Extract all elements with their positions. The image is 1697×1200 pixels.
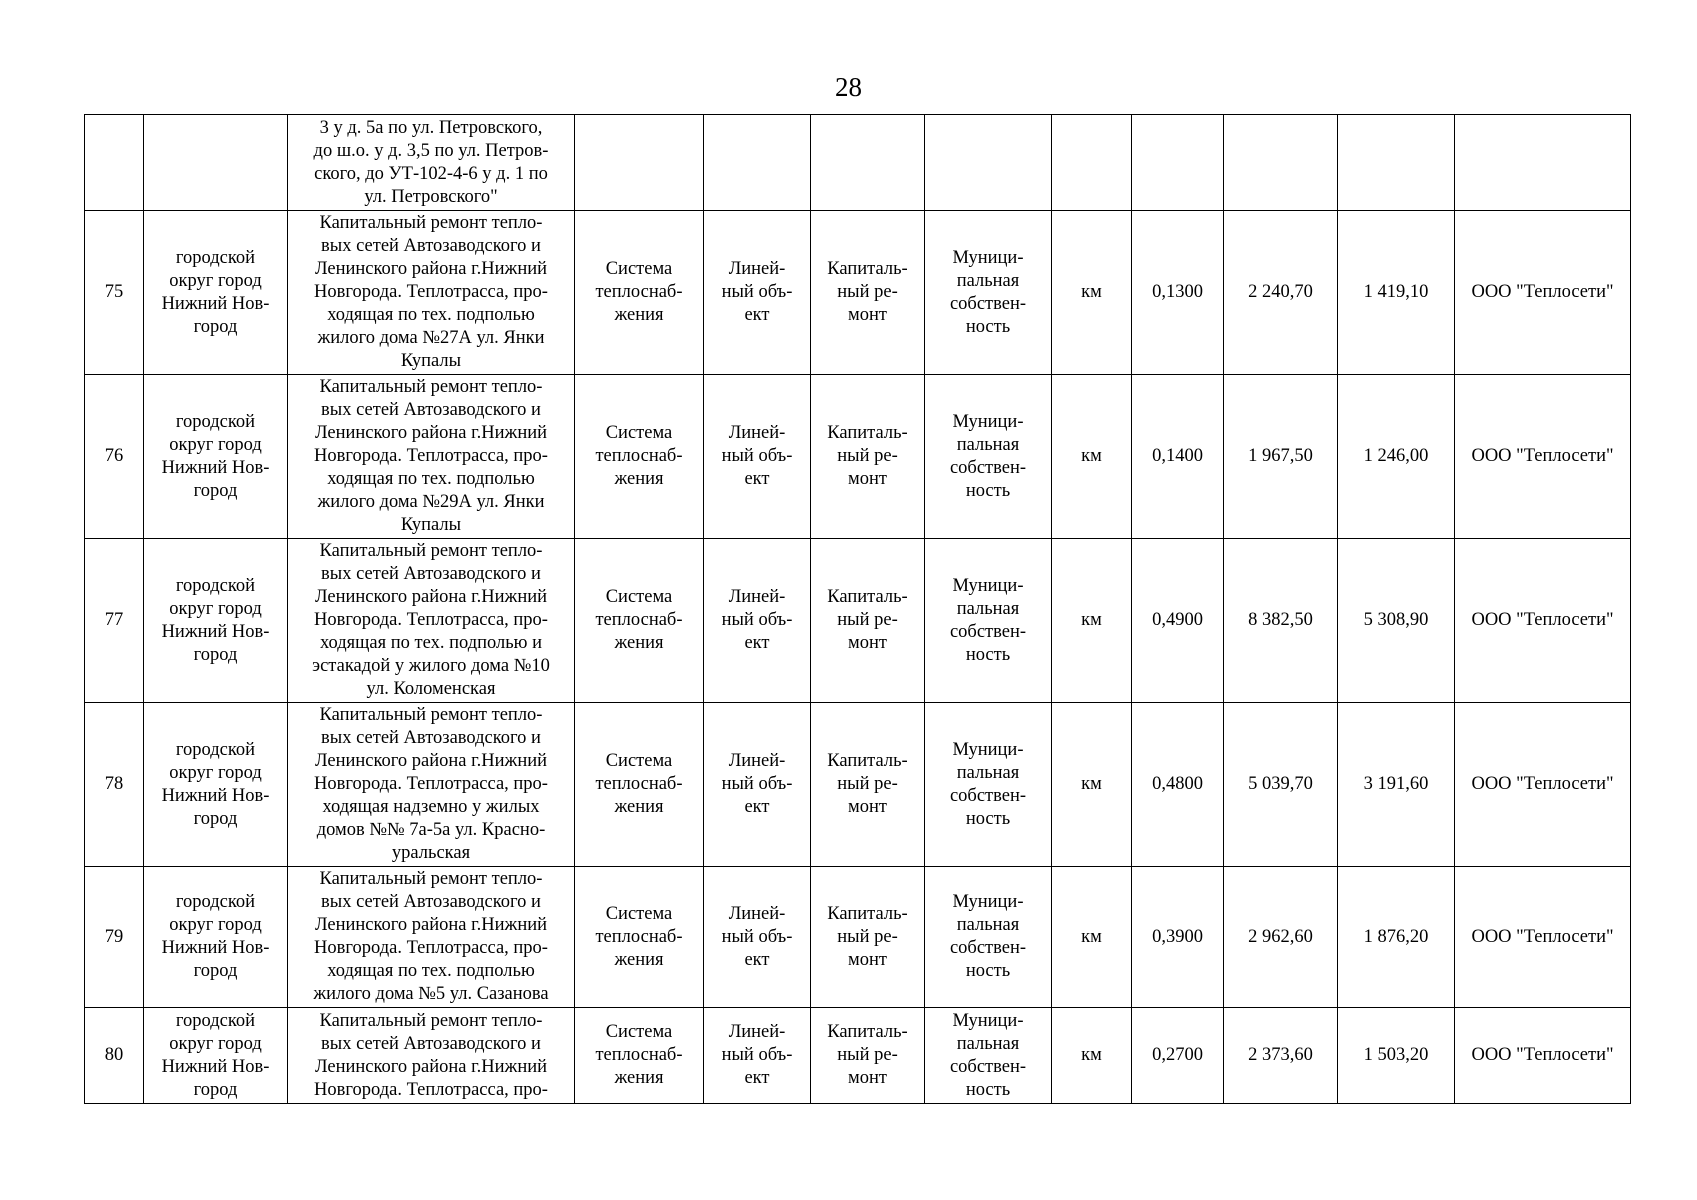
cell-num bbox=[85, 115, 144, 211]
cell-description bbox=[288, 703, 575, 867]
cell-num: 78 bbox=[85, 703, 144, 867]
system-text: Система теплоснаб- жения bbox=[595, 1022, 683, 1088]
cell-description bbox=[288, 867, 575, 1008]
municipality-text: городской округ город Нижний Нов- город bbox=[161, 1010, 270, 1100]
cell-system bbox=[575, 211, 704, 375]
work-type-text: Капиталь- ный ре- монт bbox=[827, 903, 908, 970]
cell-unit bbox=[1052, 115, 1132, 211]
cell-num: 80 bbox=[85, 1008, 144, 1104]
cell-value-total: 2 240,70 bbox=[1224, 211, 1338, 375]
municipality-text: городской округ город Нижний Нов- город bbox=[161, 411, 270, 501]
cell-municipality bbox=[144, 539, 288, 703]
description-text: Капитальный ремонт тепло- вых сетей Автозаводского и Ленинского района г.Нижний Новгорода. Теплотрасса, про- ходящая по тех. подполью и эстакадой у жилого дома №10 ул. Коломенская bbox=[312, 541, 550, 699]
cell-organization bbox=[1455, 115, 1631, 211]
ownership-text: Муници- пальная собствен- ность bbox=[949, 575, 1027, 665]
table-row bbox=[85, 703, 1631, 867]
cell-ownership bbox=[925, 211, 1052, 375]
cell-value-part: 1 246,00 bbox=[1338, 375, 1455, 539]
object-type-text: Линей- ный объ- ект bbox=[721, 587, 793, 653]
cell-system bbox=[575, 1008, 704, 1104]
object-type-text: Линей- ный объ- ект bbox=[721, 1022, 793, 1088]
cell-description bbox=[288, 375, 575, 539]
description-text: Капитальный ремонт тепло- вых сетей Автозаводского и Ленинского района г.Нижний Новгорода. Теплотрасса, про- ходящая по тех. подполью жилого дома №29А ул. Янки Купалы bbox=[314, 377, 548, 535]
cell-municipality bbox=[144, 703, 288, 867]
cell-organization: ООО "Теплосети" bbox=[1455, 867, 1631, 1008]
cell-value-total: 5 039,70 bbox=[1224, 703, 1338, 867]
cell-object-type bbox=[704, 539, 811, 703]
cell-organization: ООО "Теплосети" bbox=[1455, 539, 1631, 703]
cell-ownership bbox=[925, 539, 1052, 703]
cell-value-total bbox=[1224, 115, 1338, 211]
cell-description bbox=[288, 115, 575, 211]
system-text: Система теплоснаб- жения bbox=[595, 423, 683, 489]
cell-value-total: 8 382,50 bbox=[1224, 539, 1338, 703]
cell-value-total: 1 967,50 bbox=[1224, 375, 1338, 539]
cell-ownership bbox=[925, 867, 1052, 1008]
description-text: 3 у д. 5а по ул. Петровского, до ш.о. у д. 3,5 по ул. Петров- ского, до УТ-102-4-6 у д. 1 по ул. Петровского" bbox=[313, 117, 549, 207]
cell-work-type bbox=[811, 375, 925, 539]
table-row bbox=[85, 1008, 1631, 1104]
cell-quantity: 0,1400 bbox=[1132, 375, 1224, 539]
cell-ownership bbox=[925, 115, 1052, 211]
cell-object-type bbox=[704, 867, 811, 1008]
municipality-text: городской округ город Нижний Нов- город bbox=[161, 247, 270, 337]
cell-organization: ООО "Теплосети" bbox=[1455, 703, 1631, 867]
table-row bbox=[85, 867, 1631, 1008]
cell-value-part: 5 308,90 bbox=[1338, 539, 1455, 703]
cell-object-type bbox=[704, 1008, 811, 1104]
cell-system bbox=[575, 539, 704, 703]
cell-value-part: 3 191,60 bbox=[1338, 703, 1455, 867]
system-text: Система теплоснаб- жения bbox=[595, 751, 683, 817]
description-text: Капитальный ремонт тепло- вых сетей Автозаводского и Ленинского района г.Нижний Новгорода. Теплотрасса, про- ходящая надземно у жилых домов №№ 7а-5а ул. Красно- уральская bbox=[314, 705, 548, 863]
cell-ownership bbox=[925, 703, 1052, 867]
cell-quantity: 0,4800 bbox=[1132, 703, 1224, 867]
ownership-text: Муници- пальная собствен- ность bbox=[949, 739, 1027, 829]
object-type-text: Линей- ный объ- ект bbox=[721, 259, 793, 325]
cell-system bbox=[575, 867, 704, 1008]
cell-municipality bbox=[144, 867, 288, 1008]
cell-organization: ООО "Теплосети" bbox=[1455, 1008, 1631, 1104]
table-row bbox=[85, 375, 1631, 539]
cell-description bbox=[288, 539, 575, 703]
cell-value-part: 1 503,20 bbox=[1338, 1008, 1455, 1104]
cell-num: 77 bbox=[85, 539, 144, 703]
cell-quantity: 0,3900 bbox=[1132, 867, 1224, 1008]
cell-value-total: 2 962,60 bbox=[1224, 867, 1338, 1008]
cell-work-type bbox=[811, 211, 925, 375]
cell-num: 79 bbox=[85, 867, 144, 1008]
cell-organization: ООО "Теплосети" bbox=[1455, 375, 1631, 539]
cell-object-type bbox=[704, 115, 811, 211]
cell-work-type bbox=[811, 703, 925, 867]
table-row bbox=[85, 539, 1631, 703]
cell-unit: км bbox=[1052, 211, 1132, 375]
cell-value-part: 1 419,10 bbox=[1338, 211, 1455, 375]
cell-object-type bbox=[704, 375, 811, 539]
page-number: 28 bbox=[835, 72, 862, 102]
work-type-text: Капиталь- ный ре- монт bbox=[827, 259, 908, 325]
description-text: Капитальный ремонт тепло- вых сетей Автозаводского и Ленинского района г.Нижний Новгорода. Теплотрасса, про- ходящая по тех. подполью жилого дома №5 ул. Сазанова bbox=[313, 869, 549, 1004]
work-type-text: Капиталь- ный ре- монт bbox=[827, 751, 908, 817]
cell-description bbox=[288, 211, 575, 375]
cell-num: 76 bbox=[85, 375, 144, 539]
municipality-text: городской округ город Нижний Нов- город bbox=[161, 575, 270, 665]
cell-work-type bbox=[811, 867, 925, 1008]
object-type-text: Линей- ный объ- ект bbox=[721, 903, 793, 970]
cell-organization: ООО "Теплосети" bbox=[1455, 211, 1631, 375]
system-text: Система теплоснаб- жения bbox=[595, 259, 683, 325]
description-text: Капитальный ремонт тепло- вых сетей Автозаводского и Ленинского района г.Нижний Новгорода. Теплотрасса, про- ходящая по тех. подполью жилого дома №27А ул. Янки Купалы bbox=[314, 213, 548, 371]
cell-quantity: 0,2700 bbox=[1132, 1008, 1224, 1104]
cell-system bbox=[575, 115, 704, 211]
ownership-text: Муници- пальная собствен- ность bbox=[949, 247, 1027, 337]
cell-quantity bbox=[1132, 115, 1224, 211]
description-text: Капитальный ремонт тепло- вых сетей Автозаводского и Ленинского района г.Нижний Новгорода. Теплотрасса, про- bbox=[314, 1010, 548, 1100]
cell-value-part bbox=[1338, 115, 1455, 211]
cell-quantity: 0,1300 bbox=[1132, 211, 1224, 375]
cell-system bbox=[575, 703, 704, 867]
registry-table bbox=[84, 114, 1631, 1104]
cell-num: 75 bbox=[85, 211, 144, 375]
cell-system bbox=[575, 375, 704, 539]
system-text: Система теплоснаб- жения bbox=[595, 587, 683, 653]
object-type-text: Линей- ный объ- ект bbox=[721, 751, 793, 817]
cell-object-type bbox=[704, 211, 811, 375]
cell-description bbox=[288, 1008, 575, 1104]
cell-unit: км bbox=[1052, 703, 1132, 867]
ownership-text: Муници- пальная собствен- ность bbox=[949, 1010, 1027, 1100]
cell-municipality bbox=[144, 115, 288, 211]
system-text: Система теплоснаб- жения bbox=[595, 903, 683, 970]
cell-municipality bbox=[144, 211, 288, 375]
cell-unit: км bbox=[1052, 375, 1132, 539]
municipality-text: городской округ город Нижний Нов- город bbox=[161, 739, 270, 829]
cell-value-part: 1 876,20 bbox=[1338, 867, 1455, 1008]
cell-work-type bbox=[811, 539, 925, 703]
cell-municipality bbox=[144, 375, 288, 539]
table-row bbox=[85, 211, 1631, 375]
cell-quantity: 0,4900 bbox=[1132, 539, 1224, 703]
cell-value-total: 2 373,60 bbox=[1224, 1008, 1338, 1104]
work-type-text: Капиталь- ный ре- монт bbox=[827, 1022, 908, 1088]
ownership-text: Муници- пальная собствен- ность bbox=[949, 892, 1027, 981]
work-type-text: Капиталь- ный ре- монт bbox=[827, 423, 908, 489]
cell-work-type bbox=[811, 1008, 925, 1104]
cell-ownership bbox=[925, 1008, 1052, 1104]
cell-unit: км bbox=[1052, 867, 1132, 1008]
municipality-text: городской округ город Нижний Нов- город bbox=[161, 892, 270, 981]
ownership-text: Муници- пальная собствен- ность bbox=[949, 411, 1027, 501]
work-type-text: Капиталь- ный ре- монт bbox=[827, 587, 908, 653]
cell-unit: км bbox=[1052, 539, 1132, 703]
cell-object-type bbox=[704, 703, 811, 867]
cell-work-type bbox=[811, 115, 925, 211]
cell-municipality bbox=[144, 1008, 288, 1104]
cell-unit: км bbox=[1052, 1008, 1132, 1104]
table-row-continuation bbox=[85, 115, 1631, 211]
cell-ownership bbox=[925, 375, 1052, 539]
object-type-text: Линей- ный объ- ект bbox=[721, 423, 793, 489]
